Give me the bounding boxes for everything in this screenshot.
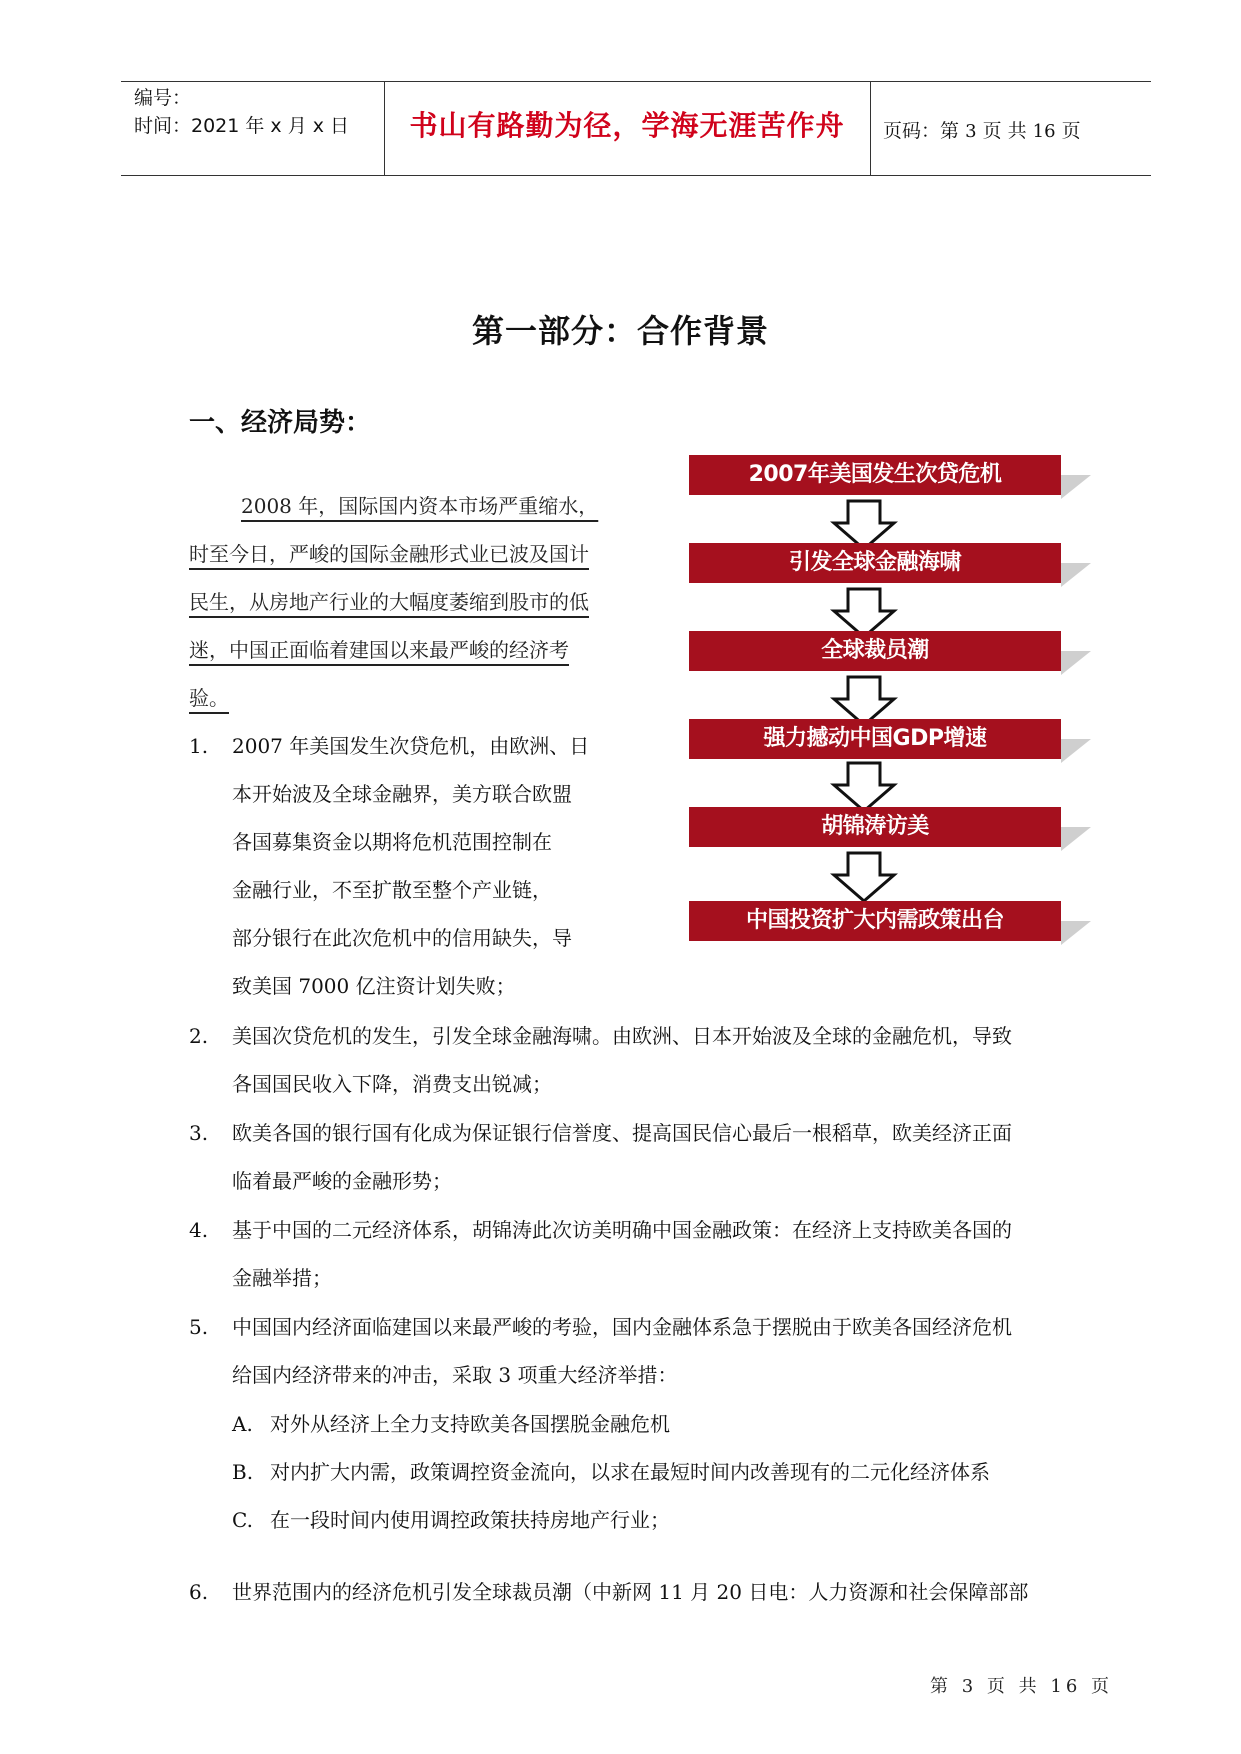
flow-step-2: 引发全球金融海啸	[689, 543, 1061, 583]
list-item-line: 2007 年美国发生次贷危机，由欧洲、日	[232, 734, 590, 758]
down-arrow-icon	[830, 761, 898, 813]
sub-item-letter: C.	[232, 1508, 253, 1532]
header-divider-right	[870, 81, 871, 175]
list-item-line: 致美国 7000 亿注资计划失败；	[232, 974, 516, 998]
flow-step-6: 中国投资扩大内需政策出台	[689, 901, 1061, 941]
header-number-label: 编号：	[134, 87, 192, 109]
sub-item-text: 对外从经济上全力支持欧美各国摆脱金融危机	[270, 1412, 670, 1436]
box-shadow-wedge	[1061, 739, 1091, 763]
list-item-number: 1.	[189, 734, 209, 758]
list-item-line: 金融行业，不至扩散至整个产业链，	[232, 878, 552, 902]
list-item-1	[189, 722, 629, 1012]
footer-current: 3	[961, 1676, 978, 1697]
footer-mid: 页 共	[986, 1676, 1041, 1697]
list-item-line: 部分银行在此次危机中的信用缺失，导	[232, 926, 572, 950]
list-item-5	[189, 1303, 1089, 1399]
list-item-number: 2.	[189, 1024, 209, 1048]
flow-step-1: 2007年美国发生次贷危机	[689, 455, 1061, 495]
box-shadow-wedge	[1061, 563, 1091, 587]
list-item-number: 5.	[189, 1315, 209, 1339]
flow-step-4: 强力撼动中国GDP增速	[689, 719, 1061, 759]
sub-item-b	[232, 1448, 1092, 1496]
list-item-3	[189, 1109, 1089, 1205]
list-item-line: 给国内经济带来的冲击，采取 3 项重大经济举措：	[232, 1363, 678, 1387]
intro-text: 2008 年，国际国内资本市场严重缩水，时至今日，严峻的国际金融形式业已波及国计民生，从房地产行业的大幅度萎缩到股市的低迷，中国正面临着建国以来最严峻的经济考验。	[189, 494, 599, 710]
footer-suffix: 页	[1091, 1676, 1114, 1697]
header-page-total: 16	[1032, 121, 1056, 142]
list-item-line: 金融举措；	[232, 1266, 332, 1290]
list-item-line: 美国次贷危机的发生，引发全球金融海啸。由欧洲、日本开始波及全球的金融危机，导致	[232, 1024, 1012, 1048]
footer-prefix: 第	[930, 1676, 952, 1697]
sub-item-text: 对内扩大内需，政策调控资金流向，以求在最短时间内改善现有的二元化经济体系	[270, 1460, 990, 1484]
list-item-line: 中国国内经济面临建国以来最严峻的考验，国内金融体系急于摆脱由于欧美各国经济危机	[232, 1315, 1012, 1339]
sub-item-letter: B.	[232, 1460, 254, 1484]
header-page-indicator	[883, 116, 1081, 143]
box-shadow-wedge	[1061, 827, 1091, 851]
sub-item-letter: A.	[232, 1412, 253, 1436]
intro-paragraph	[189, 482, 599, 722]
page-footer	[930, 1672, 1113, 1698]
sub-item-a	[232, 1400, 1092, 1448]
page-title: 第一部分：合作背景	[471, 312, 769, 350]
header-bottom-rule	[121, 175, 1151, 176]
header-page-current: 3	[965, 121, 977, 142]
header-meta	[134, 84, 349, 140]
list-item-line: 临着最严峻的金融形势；	[232, 1169, 452, 1193]
box-shadow-wedge	[1061, 475, 1091, 499]
flow-step-5: 胡锦涛访美	[689, 807, 1061, 847]
list-item-2	[189, 1012, 1089, 1108]
list-item-line: 各国募集资金以期将危机范围控制在	[232, 830, 552, 854]
section-heading: 一、经济局势：	[189, 408, 372, 438]
list-item-line: 世界范围内的经济危机引发全球裁员潮（中新网 11 月 20 日电：人力资源和社会保障部部	[232, 1580, 1029, 1604]
header-motto: 书山有路勤为径，学海无涯苦作舟	[409, 109, 845, 142]
sub-item-c	[232, 1496, 1092, 1544]
list-item-number: 4.	[189, 1218, 209, 1242]
list-item-6	[189, 1568, 1089, 1616]
list-item-line: 基于中国的二元经济体系，胡锦涛此次访美明确中国金融政策：在经济上支持欧美各国的	[232, 1218, 1012, 1242]
box-shadow-wedge	[1061, 651, 1091, 675]
list-item-line: 各国国民收入下降，消费支出锐减；	[232, 1072, 552, 1096]
header-top-rule	[121, 81, 1151, 82]
header-page-prefix: 页码：第	[883, 120, 960, 142]
list-item-line: 欧美各国的银行国有化成为保证银行信誉度、提高国民信心最后一根稻草，欧美经济正面	[232, 1121, 1012, 1145]
list-item-number: 6.	[189, 1580, 209, 1604]
down-arrow-icon	[830, 851, 898, 903]
footer-total: 16	[1050, 1676, 1082, 1697]
flow-step-3: 全球裁员潮	[689, 631, 1061, 671]
box-shadow-wedge	[1061, 921, 1091, 945]
list-item-4	[189, 1206, 1089, 1302]
crisis-flow-diagram	[680, 455, 1100, 955]
header-page-mid: 页 共	[982, 120, 1027, 142]
sub-item-text: 在一段时间内使用调控政策扶持房地产行业；	[270, 1508, 670, 1532]
header-page-suffix: 页	[1061, 120, 1081, 142]
list-item-line: 本开始波及全球金融界，美方联合欧盟	[232, 782, 572, 806]
list-item-number: 3.	[189, 1121, 209, 1145]
header-time-label: 时间：2021 年 x 月 x 日	[134, 115, 350, 137]
